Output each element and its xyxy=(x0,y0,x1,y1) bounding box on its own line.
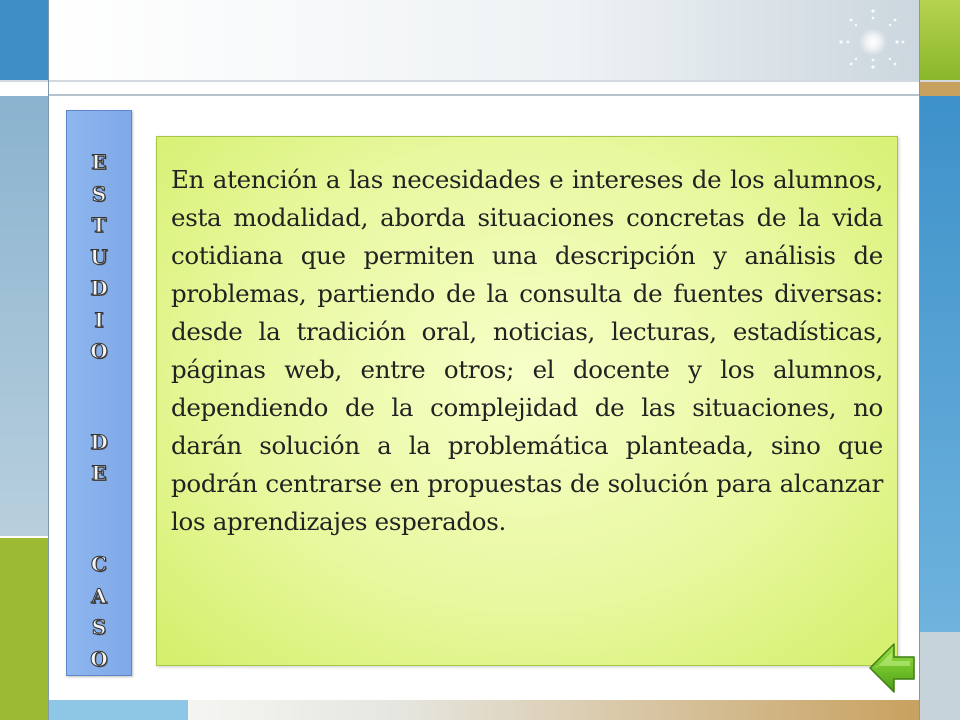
vertical-title-letter: D xyxy=(90,429,108,454)
vertical-title-letter: E xyxy=(91,461,107,486)
vertical-title-letter: A xyxy=(91,583,107,608)
right-blue-bar xyxy=(920,96,960,632)
vertical-title-letter: U xyxy=(90,244,108,269)
left-lower-bar xyxy=(0,538,48,720)
vertical-title-letter: O xyxy=(90,646,108,671)
body-text-panel xyxy=(156,136,898,666)
back-arrow-button[interactable] xyxy=(868,640,918,696)
right-frame-line xyxy=(919,0,920,720)
vertical-title-letter: S xyxy=(91,181,107,206)
vertical-title-letter: T xyxy=(91,213,107,237)
header-band xyxy=(48,0,920,80)
vertical-title-letter: S xyxy=(91,615,107,639)
left-middle-bar xyxy=(0,96,48,536)
green-left-arrow-icon xyxy=(870,644,914,692)
sparkle-icon xyxy=(835,5,905,75)
vertical-title-letter: I xyxy=(94,307,104,332)
body-text: En atención a las necesidades e intereses de los alumnos, esta modalidad, aborda situaciones concretas de la vida cotidiana que permiten una descripción y análisis de problemas, partiendo de la consulta de fuentes diversas: desde la tradición oral, noticias, lecturas, estadísticas, páginas web, entre otros; el docente y los alumnos, dependiendo de la complejidad de las situaciones, no darán solución a la problemática planteada, sino que podrán centrarse en propuestas de solución para alcanzar los aprendizajes esperados. xyxy=(171,165,883,536)
right-top-bar xyxy=(920,0,960,80)
right-lower-bar xyxy=(920,632,960,720)
bottom-blue-bar xyxy=(48,700,188,720)
right-tan-bar xyxy=(920,82,960,96)
vertical-title-letter: C xyxy=(91,552,107,576)
left-frame-line xyxy=(48,0,49,720)
vertical-title-letter: E xyxy=(91,150,107,174)
left-top-bar xyxy=(0,0,48,80)
vertical-title-letter: D xyxy=(90,276,108,300)
header-divider-lower xyxy=(48,94,920,96)
header-divider xyxy=(0,80,960,82)
vertical-title-panel xyxy=(66,110,132,676)
vertical-title-letter: O xyxy=(90,339,108,363)
